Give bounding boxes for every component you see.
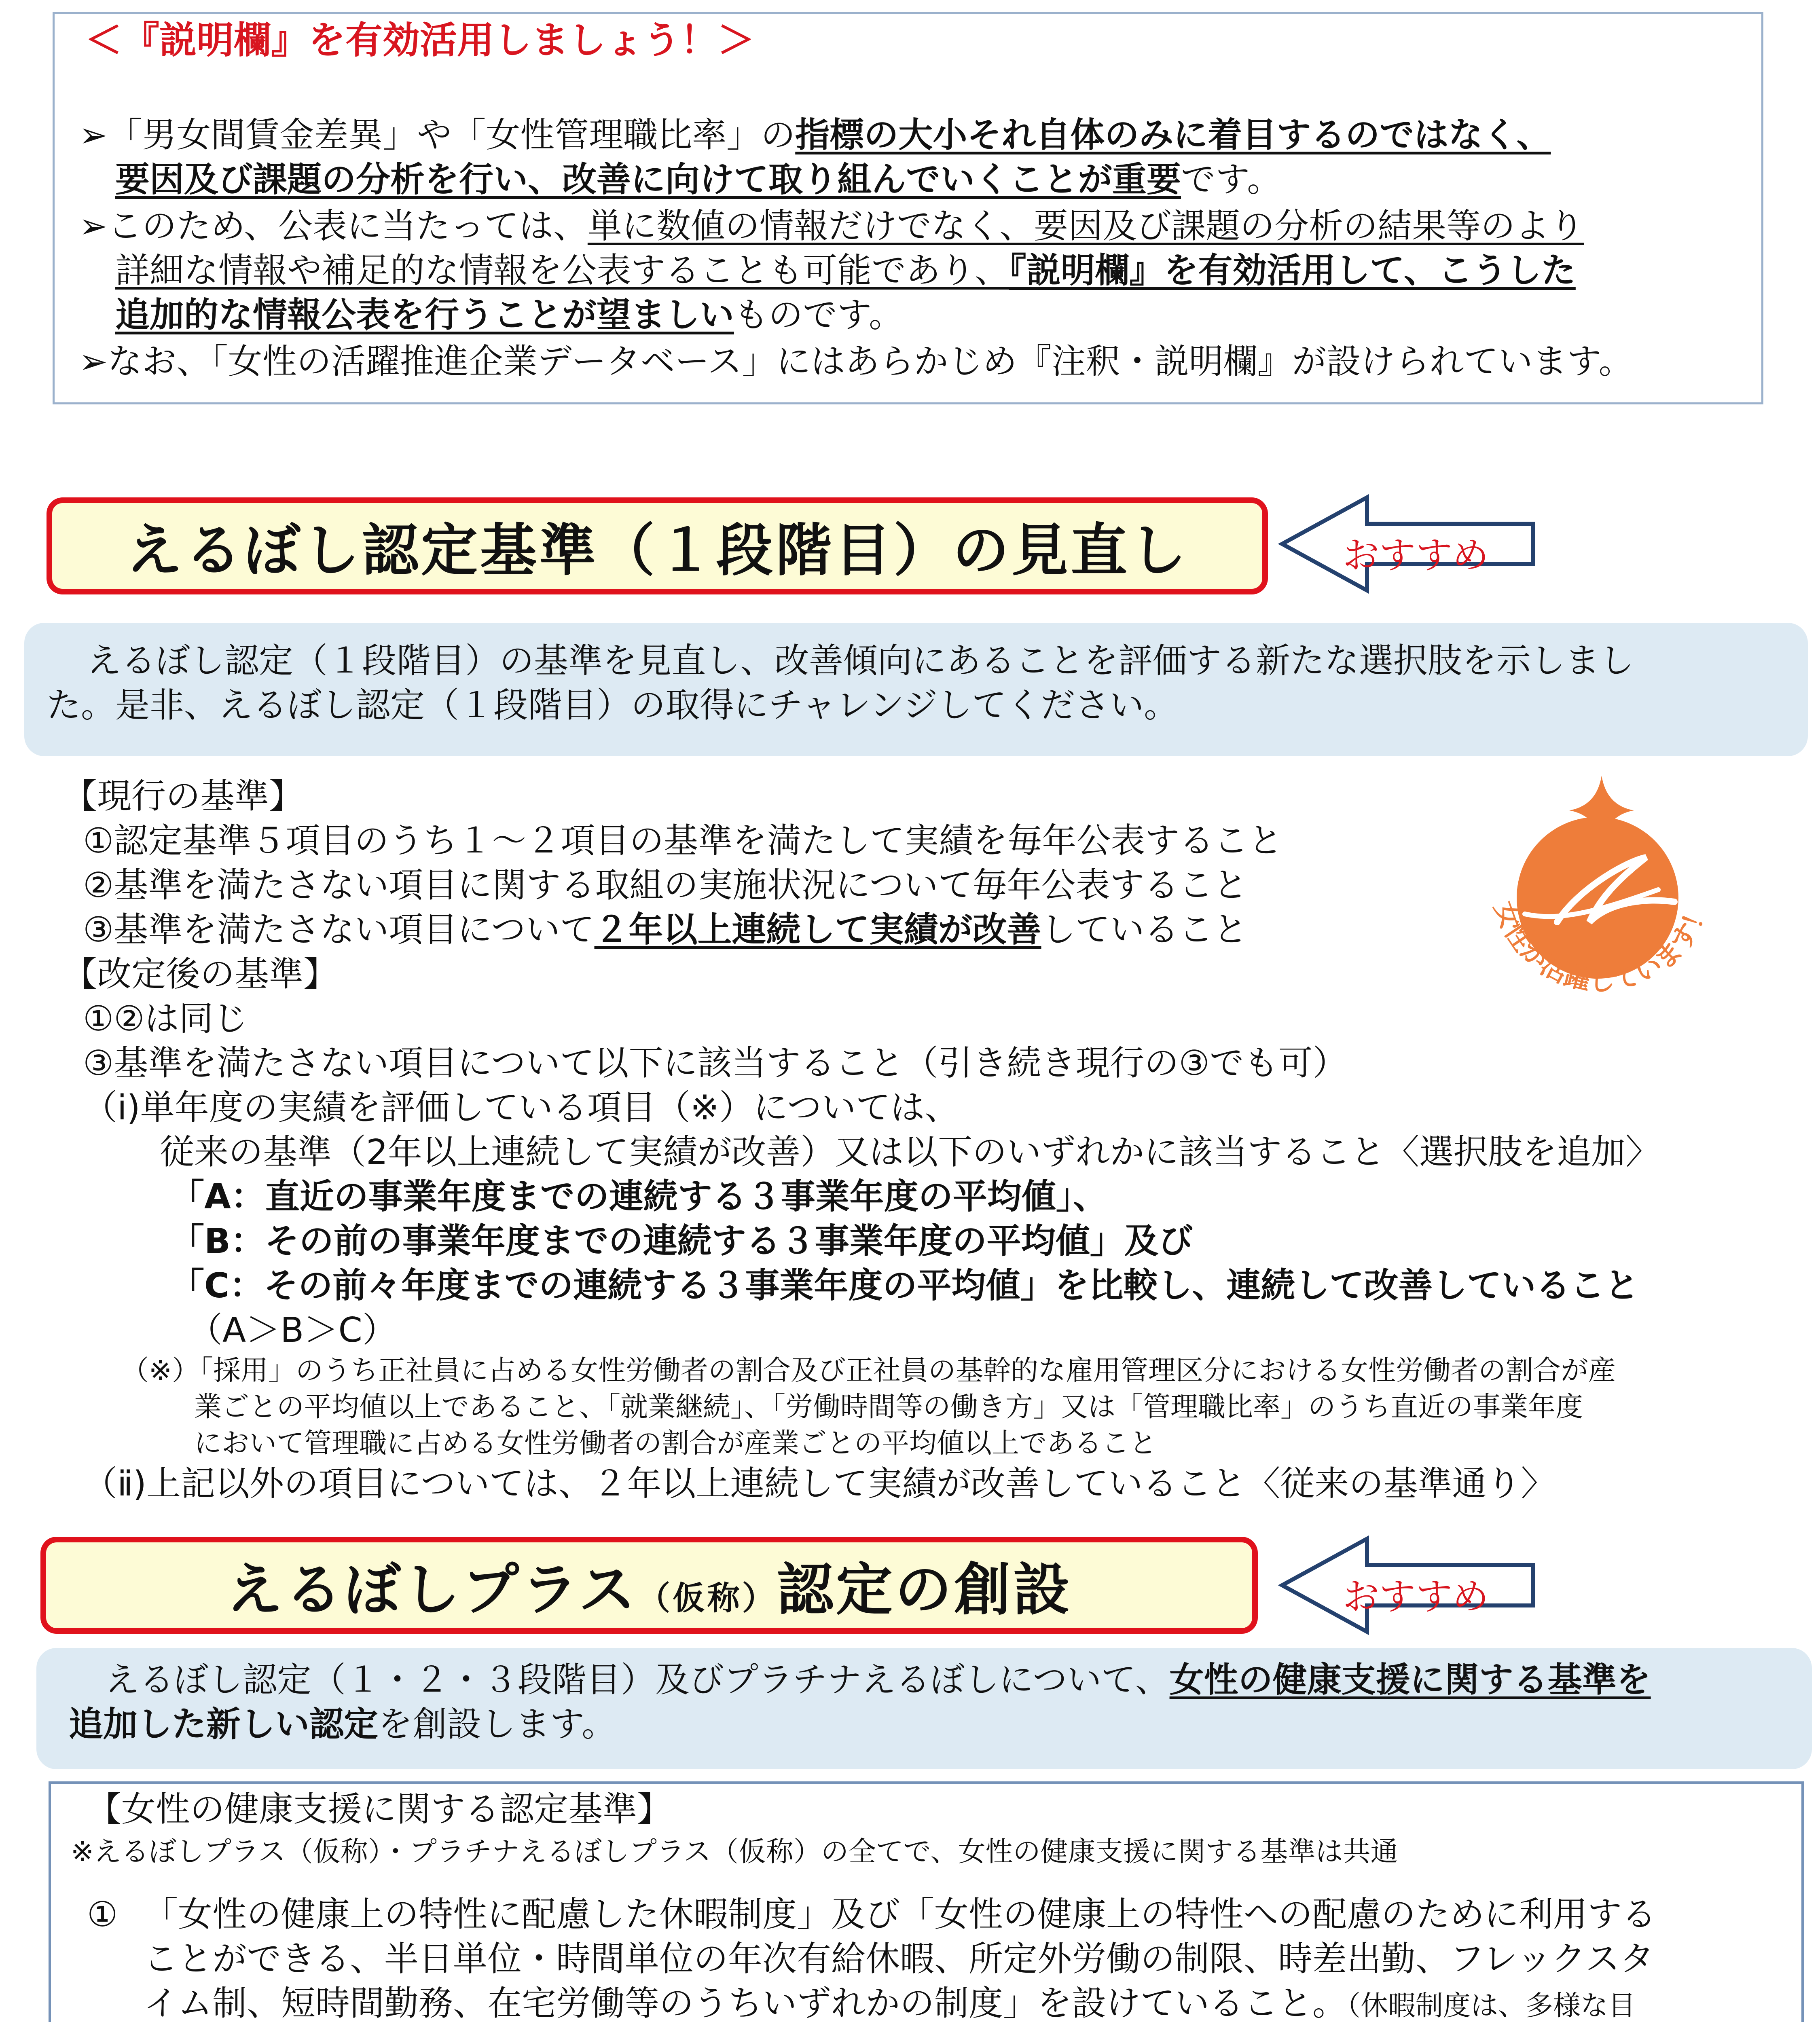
health-criteria-note: ※えるぼしプラス（仮称）・プラチナえるぼしプラス（仮称）の全てで、女性の健康支援に関する基準は共通	[71, 1836, 1398, 1868]
bullet-icon: ➢	[79, 206, 108, 246]
criterion-1-line3: イム制、短時間勤務、在宅労働等のうちいずれかの制度」を設けていること。（休暇制度は、多様な目	[144, 1984, 1636, 2022]
current-criteria-header: 【現行の基準】	[63, 776, 304, 816]
revised-criteria-i: （ⅰ)単年度の実績を評価している項目（※）については、	[83, 1088, 959, 1128]
criterion-1-number: ①	[87, 1895, 118, 1935]
bullet-icon: ➢	[79, 115, 108, 155]
footnote-line3: において管理職に占める女性労働者の割合が産業ごとの平均値以上であること	[194, 1428, 1157, 1459]
current-criteria-2: ②基準を満たさない項目に関する取組の実施状況について毎年公表すること	[83, 865, 1248, 905]
explanation-p1-line2: 要因及び課題の分析を行い、改善に向けて取り組んでいくことが重要です。	[115, 160, 1282, 200]
footnote-line2: 業ごとの平均値以上であること、「就業継続」、「労働時間等の働き方」又は「管理職比率」のうち直近の事業年度	[194, 1391, 1583, 1423]
section1-intro-line2: た。是非、えるぼし認定（１段階目）の取得にチャレンジしてください。	[47, 685, 1179, 725]
section2-title: えるぼしプラス（仮称）認定の創設	[226, 1557, 1072, 1623]
revised-criteria-2: ③基準を満たさない項目について以下に該当すること（引き続き現行の③でも可）	[83, 1043, 1347, 1083]
option-order: （A＞B＞C）	[188, 1310, 397, 1350]
explanation-p3: ➢なお、「女性の活躍推進企業データベース」にはあらかじめ『注釈・説明欄』が設けられています。	[79, 342, 1633, 382]
section2-recommend-badge: おすすめ	[1343, 1576, 1489, 1618]
option-b: 「B：その前の事業年度までの連続する３事業年度の平均値」及び	[170, 1221, 1193, 1261]
revised-criteria-header: 【改定後の基準】	[63, 954, 338, 994]
criterion-1-line1: 「女性の健康上の特性に配慮した休暇制度」及び「女性の健康上の特性への配慮のために利用する	[144, 1895, 1657, 1935]
logo-caption: 女性が活躍しています！	[1488, 897, 1715, 997]
current-criteria-1: ①認定基準５項目のうち１～２項目の基準を満たして実績を毎年公表すること	[83, 821, 1283, 861]
option-a: 「A：直近の事業年度までの連続する３事業年度の平均値」、	[170, 1177, 1108, 1217]
explanation-heading: ＜『説明欄』を有効活用しましょう！＞	[85, 19, 755, 62]
section1-title: えるぼし認定基準（１段階目）の見直し	[125, 518, 1189, 584]
section1-heading-box	[47, 497, 1268, 594]
criterion-1-line2: ことができる、半日単位・時間単位の年次有給休暇、所定外労働の制限、時差出勤、フレックスタ	[144, 1939, 1654, 1979]
revised-criteria-i-sub: 従来の基準（2年以上連続して実績が改善）又は以下のいずれかに該当すること〈選択肢を追加〉	[160, 1132, 1660, 1172]
explanation-p1-line1: ➢「男女間賃金差異」や「女性管理職比率」の指標の大小それ自体のみに着目するのではなく、	[79, 115, 1551, 155]
section2-heading-box	[40, 1537, 1258, 1634]
option-c: 「C：その前々年度までの連続する３事業年度の平均値」を比較し、連続して改善していること	[170, 1266, 1639, 1306]
footnote-line1: （※）「採用」のうち正社員に占める女性労働者の割合及び正社員の基幹的な雇用管理区分における女性労働者の割合が産	[121, 1355, 1616, 1387]
section2-intro-line1: えるぼし認定（１・２・３段階目）及びプラチナえるぼしについて、女性の健康支援に関する基準を	[105, 1660, 1651, 1700]
revised-criteria-ii: （ⅱ)上記以外の項目については、２年以上連続して実績が改善していること〈従来の基準通り〉	[83, 1464, 1555, 1504]
section1-intro-line1: えるぼし認定（１段階目）の基準を見直し、改善傾向にあることを評価する新たな選択肢を示しまし	[87, 641, 1634, 681]
section1-recommend-badge: おすすめ	[1343, 534, 1489, 577]
explanation-p2-line3: 追加的な情報公表を行うことが望ましいものです。	[115, 295, 904, 335]
explanation-p2-line1: ➢このため、公表に当たっては、単に数値の情報だけでなく、要因及び課題の分析の結果等のより	[79, 206, 1584, 246]
bullet-icon: ➢	[79, 342, 108, 382]
revised-criteria-1: ①②は同じ	[83, 999, 248, 1039]
health-criteria-header: 【女性の健康支援に関する認定基準】	[87, 1789, 672, 1830]
explanation-p2-line2: 詳細な情報や補足的な情報を公表することも可能であり、『説明欄』を有効活用して、こうした	[115, 251, 1576, 291]
section2-intro-line2: 追加した新しい認定を創設します。	[69, 1705, 616, 1745]
current-criteria-3: ③基準を満たさない項目について２年以上連続して実績が改善していること	[83, 910, 1248, 950]
eruboshi-logo	[1456, 768, 1747, 1076]
